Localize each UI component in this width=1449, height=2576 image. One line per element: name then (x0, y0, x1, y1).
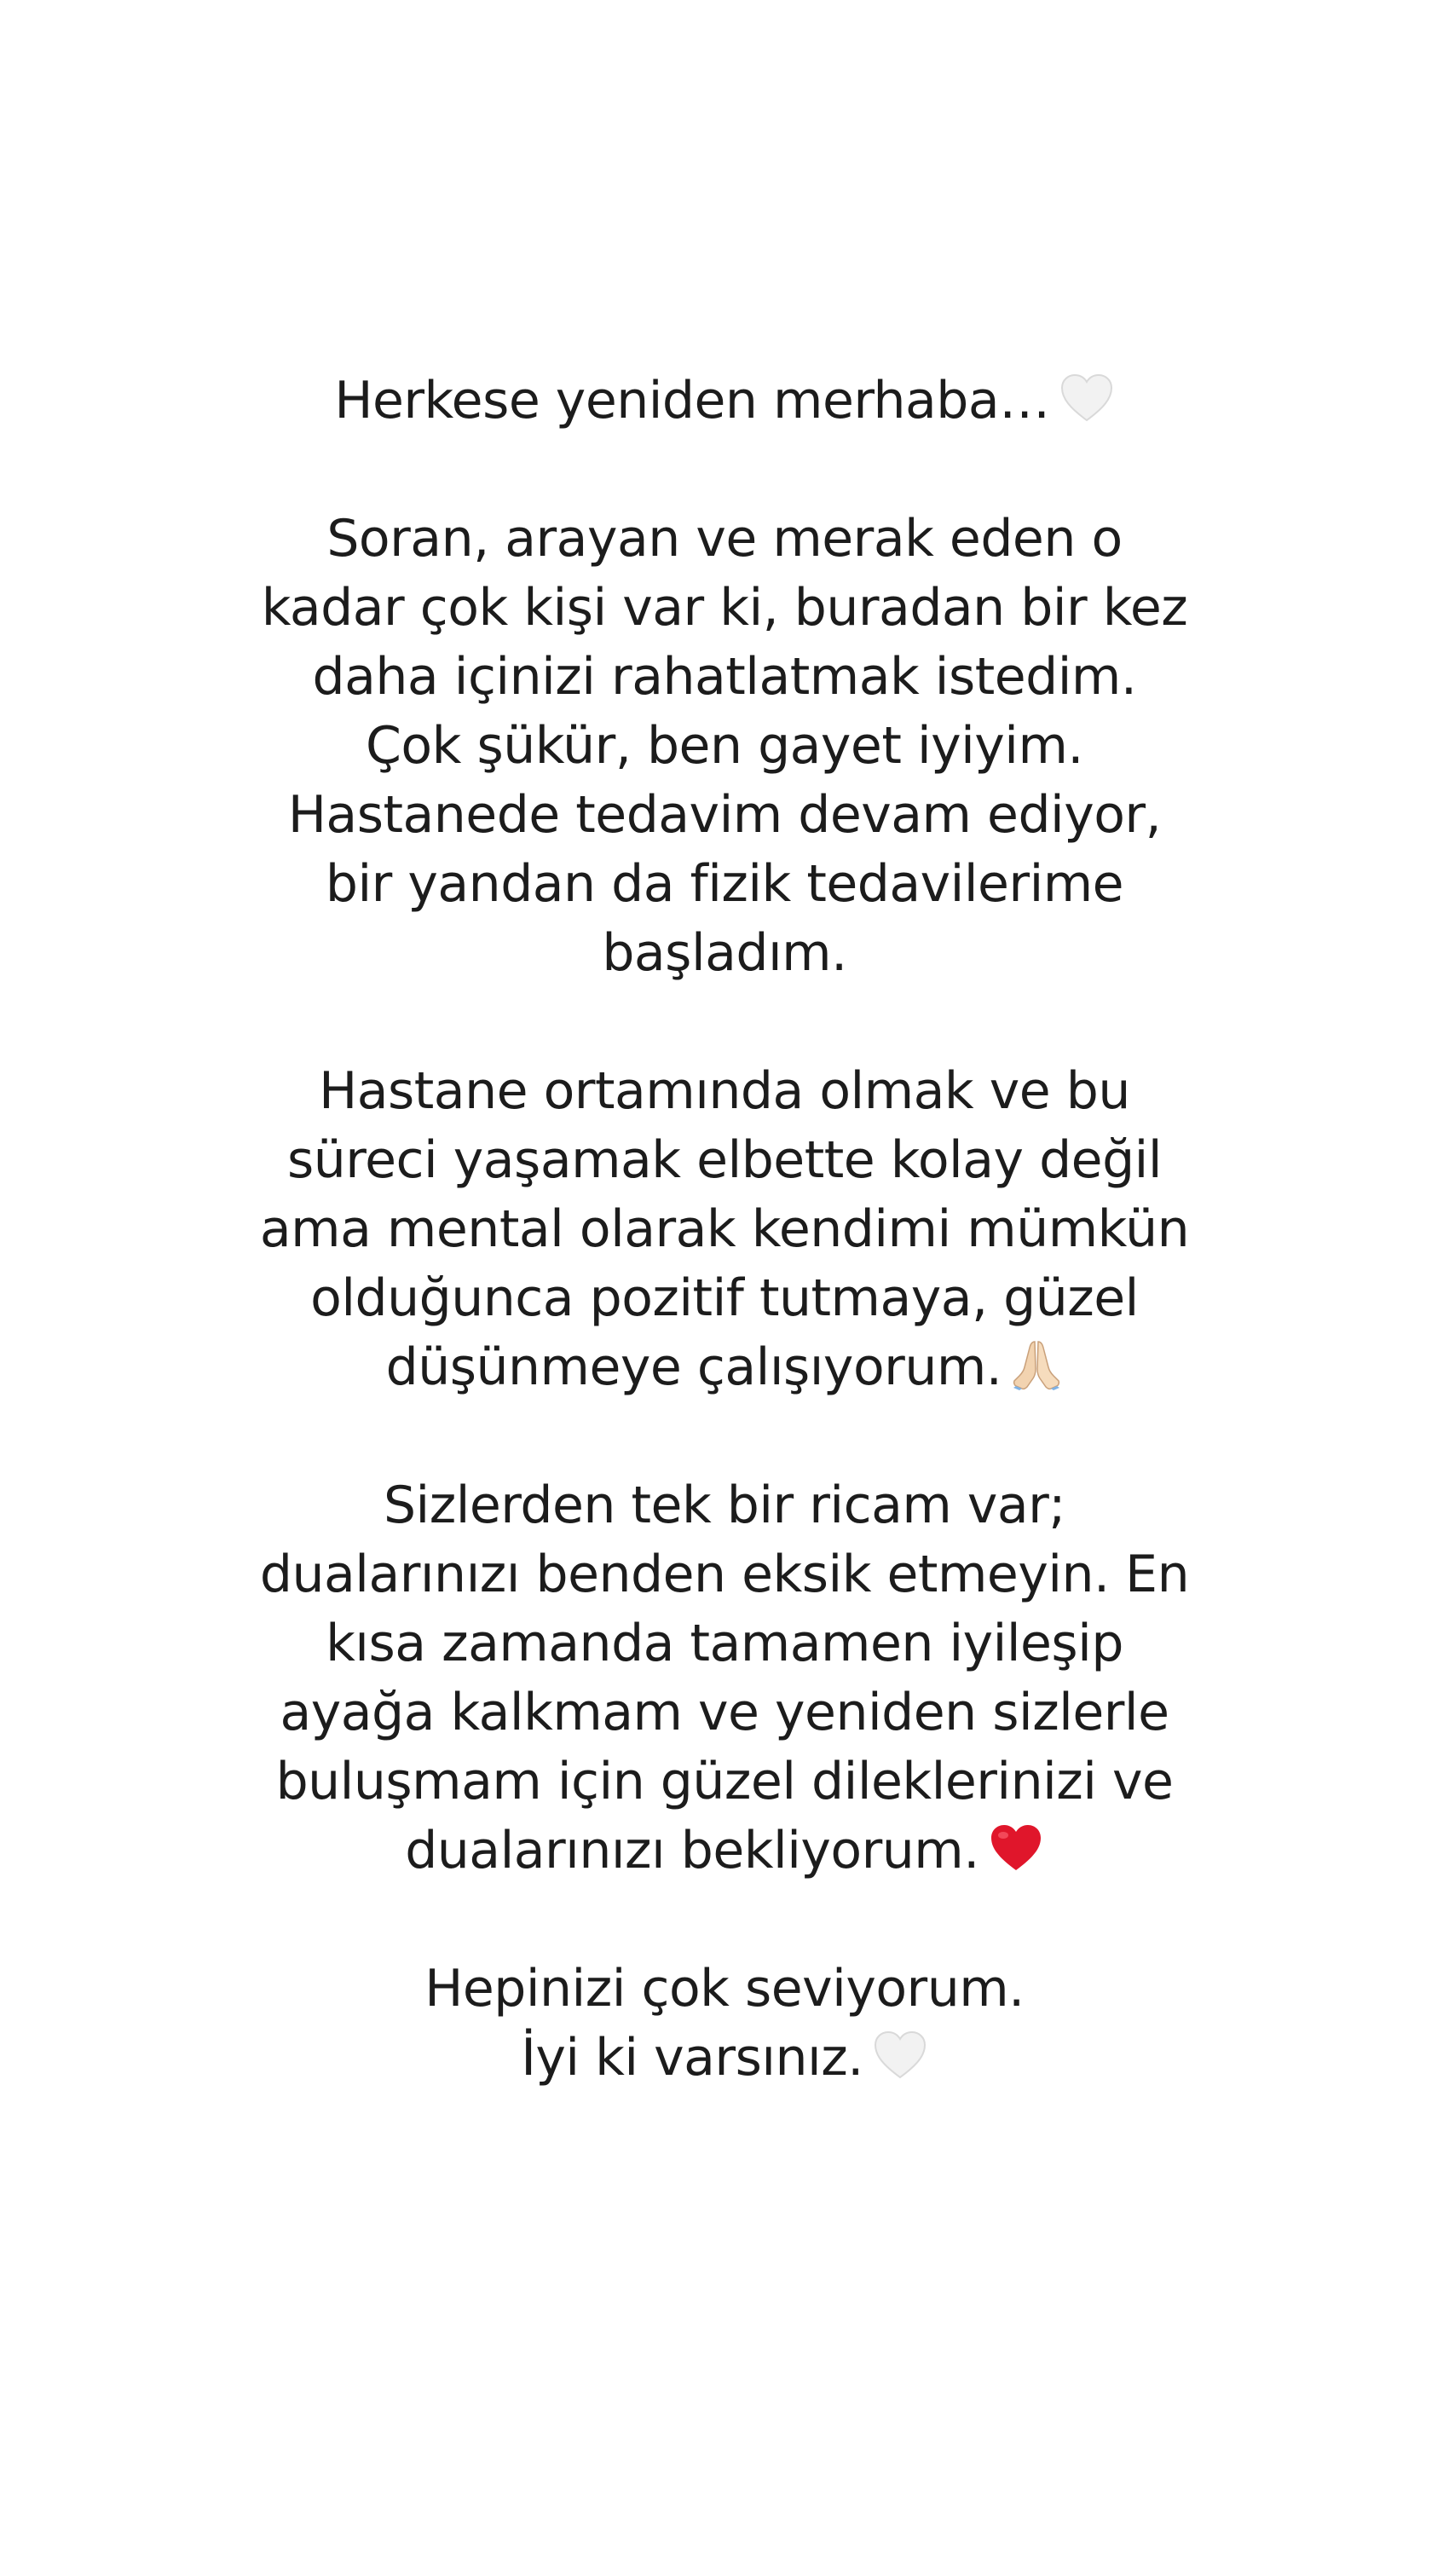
text-line: Sizlerden tek bir ricam var; (383, 1476, 1066, 1535)
text-line: olduğunca pozitif tutmaya, güzel (310, 1268, 1139, 1328)
paragraph-hospital (0, 1057, 1449, 1402)
text-line: kısa zamanda tamamen iyileşip (326, 1614, 1123, 1673)
text-line: ama mental olarak kendimi mümkün (259, 1199, 1190, 1259)
paragraph-greeting (0, 367, 1449, 436)
paragraph-status (0, 505, 1449, 988)
text-line: Soran, arayan ve merak eden o (326, 509, 1123, 569)
text-line: kadar çok kişi var ki, buradan bir kez (261, 578, 1188, 638)
text-line: bir yandan da fizik tedavilerime (325, 854, 1124, 914)
story-text (0, 367, 1449, 2093)
text-line: buluşmam için güzel dileklerinizi ve (275, 1752, 1174, 1811)
white-heart-icon (872, 2030, 928, 2081)
paragraph-request (0, 1471, 1449, 1886)
white-heart-icon (1059, 373, 1115, 424)
text-line: İyi ki varsınız. (521, 2028, 863, 2088)
text-line: dualarınızı bekliyorum. (405, 1821, 979, 1880)
red-heart-icon (988, 1822, 1044, 1874)
text-line: Herkese yeniden merhaba… (334, 371, 1050, 430)
text-line: Hastane ortamında olmak ve bu (319, 1061, 1130, 1121)
text-line: Hepinizi çok seviyorum. (424, 1959, 1025, 2019)
text-line: başladım. (602, 923, 847, 983)
folded-hands-icon (1010, 1338, 1063, 1391)
paragraph-closing (0, 1955, 1449, 2093)
text-line: dualarınızı benden eksik etmeyin. En (259, 1545, 1190, 1604)
text-line: ayağa kalkmam ve yeniden sizlerle (280, 1683, 1169, 1742)
text-line: düşünmeye çalışıyorum. (385, 1337, 1002, 1397)
text-line: süreci yaşamak elbette kolay değil (287, 1130, 1162, 1190)
text-line: daha içinizi rahatlatmak istedim. (312, 647, 1137, 707)
text-line: Hastanede tedavim devam ediyor, (287, 785, 1162, 845)
text-line: Çok şükür, ben gayet iyiyim. (366, 716, 1083, 776)
